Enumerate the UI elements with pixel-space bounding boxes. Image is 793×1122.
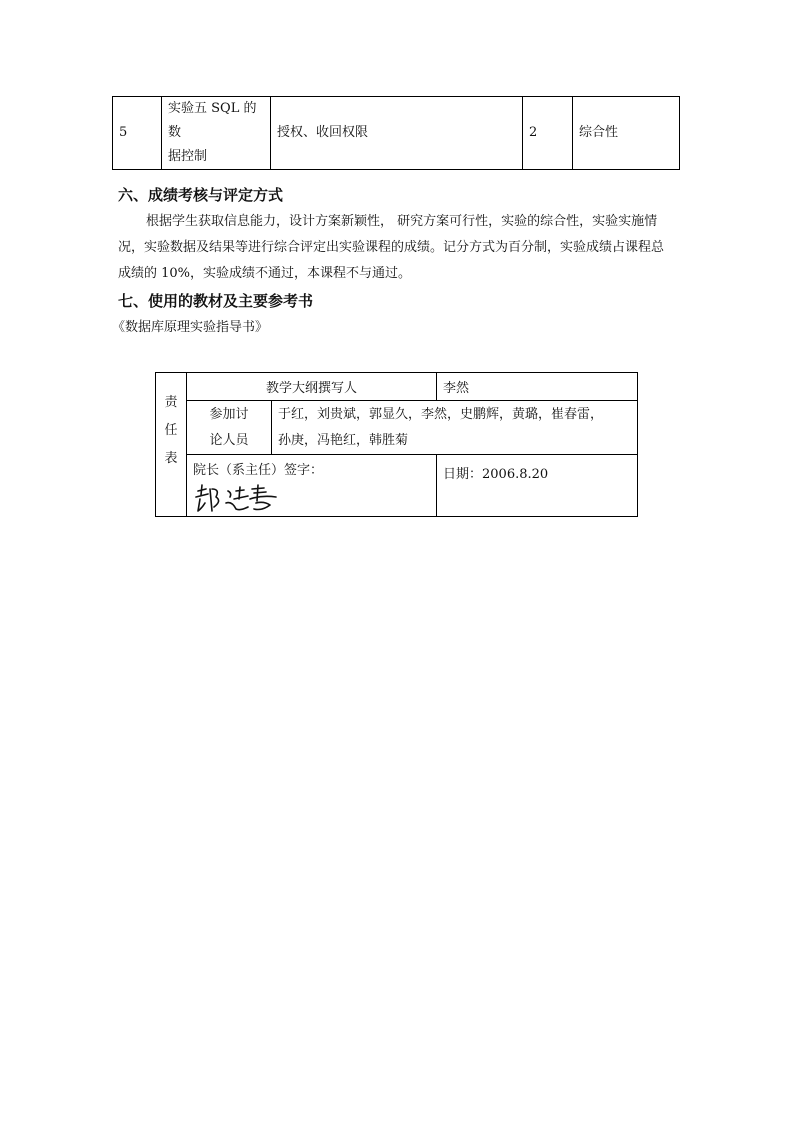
participants-line2: 孙庚，冯艳红，韩胜菊 [278,432,409,448]
reference-book: 《数据库原理实验指导书》 [112,320,269,335]
exp-number: 5 [113,97,162,170]
participants-label-line1: 参加讨 [209,406,249,422]
exp-name [162,97,271,170]
table-row [113,97,680,170]
table-row [156,401,638,455]
date-cell: 日期：2006.8.20 [437,455,638,517]
section7-heading: 七、使用的教材及主要参考书 [118,292,314,310]
experiment-table [112,96,680,170]
section6-paragraph: 根据学生获取信息能力，设计方案新颖性， 研究方案可行性，实验的综合性，实验实施情况，实验数据及结果等进行综合评定出实验课程的成绩。记分方式为百分制，实验成绩占课程总成绩的 10%，实验成绩不通过，本课程不与通过。 [118,214,665,281]
side-char-1: 责 [164,394,178,410]
exp-type: 综合性 [573,97,680,170]
exp-name-line2: 据控制 [168,149,208,164]
exp-content: 授权、收回权限 [271,97,523,170]
side-char-3: 表 [164,450,178,466]
responsibility-side-label [156,373,187,517]
side-char-2: 任 [164,422,178,438]
section6-heading: 六、成绩考核与评定方式 [118,186,284,204]
participants-label [187,401,272,455]
exp-name-line1: 实验五 SQL 的数 [168,101,257,140]
participants-line1: 于红，刘贵斌，郭显久，李然，史鹏辉，黄璐，崔春雷， [278,406,604,422]
participants-label-line2: 论人员 [209,432,249,448]
table-row [156,373,638,401]
participants-list [272,401,638,455]
author-name: 李然 [437,373,638,401]
author-label: 教学大纲撰写人 [187,373,437,401]
dean-label: 院长（系主任）签字： [193,463,324,478]
exp-hours: 2 [523,97,573,170]
handwritten-signature [192,481,292,517]
